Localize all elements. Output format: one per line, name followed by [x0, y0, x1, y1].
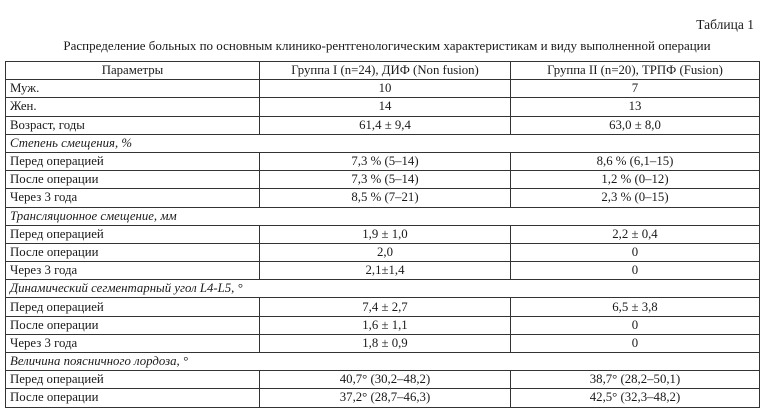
- table-caption-number: Таблица 1: [696, 17, 754, 32]
- row-parameter: Перед операцией: [6, 298, 260, 316]
- section-row: [6, 353, 760, 371]
- row-group-1-value: 61,4 ± 9,4: [260, 116, 511, 134]
- table-row: [6, 116, 760, 134]
- row-group-1-value: 37,2° (28,7–46,3): [260, 389, 511, 407]
- section-label: Степень смещения, %: [6, 134, 760, 152]
- table-row: [6, 171, 760, 189]
- row-parameter: После операции: [6, 171, 260, 189]
- table-row: [6, 80, 760, 98]
- row-group-2-value: 2,3 % (0–15): [511, 189, 760, 207]
- row-group-1-value: 1,8 ± 0,9: [260, 334, 511, 352]
- row-group-2-value: 1,2 % (0–12): [511, 171, 760, 189]
- table-row: [6, 298, 760, 316]
- table-row: [6, 189, 760, 207]
- row-parameter: После операции: [6, 243, 260, 261]
- row-group-1-value: 7,3 % (5–14): [260, 152, 511, 170]
- row-group-2-value: 0: [511, 243, 760, 261]
- row-group-2-value: 42,5° (32,3–48,2): [511, 389, 760, 407]
- row-group-2-value: 0: [511, 334, 760, 352]
- row-group-2-value: 63,0 ± 8,0: [511, 116, 760, 134]
- row-group-1-value: 1,9 ± 1,0: [260, 225, 511, 243]
- row-parameter: Через 3 года: [6, 262, 260, 280]
- row-parameter: Перед операцией: [6, 225, 260, 243]
- row-group-2-value: 0: [511, 316, 760, 334]
- row-group-1-value: 2,1±1,4: [260, 262, 511, 280]
- row-group-2-value: 2,2 ± 0,4: [511, 225, 760, 243]
- row-group-1-value: 7,4 ± 2,7: [260, 298, 511, 316]
- row-group-1-value: 2,0: [260, 243, 511, 261]
- row-group-1-value: 40,7° (30,2–48,2): [260, 371, 511, 389]
- row-parameter: Перед операцией: [6, 371, 260, 389]
- table-row: [6, 371, 760, 389]
- row-group-2-value: 8,6 % (6,1–15): [511, 152, 760, 170]
- table-caption-title: Распределение больных по основным клинико-рентгенологическим характеристикам и виду выполненной операции: [63, 38, 711, 53]
- row-group-1-value: 10: [260, 80, 511, 98]
- table-row: [6, 316, 760, 334]
- row-parameter: Возраст, годы: [6, 116, 260, 134]
- table-row: [6, 225, 760, 243]
- table-row: [6, 334, 760, 352]
- table-header-row: [6, 62, 760, 80]
- section-row: [6, 207, 760, 225]
- section-label: Динамический сегментарный угол L4-L5, °: [6, 280, 760, 298]
- section-row: [6, 280, 760, 298]
- row-parameter: После операции: [6, 316, 260, 334]
- row-parameter: Через 3 года: [6, 334, 260, 352]
- table-row: [6, 152, 760, 170]
- table-row: [6, 98, 760, 116]
- table-row: [6, 262, 760, 280]
- table-row: [6, 243, 760, 261]
- row-group-2-value: 7: [511, 80, 760, 98]
- section-label: Трансляционное смещение, мм: [6, 207, 760, 225]
- row-group-1-value: 8,5 % (7–21): [260, 189, 511, 207]
- row-parameter: После операции: [6, 389, 260, 407]
- row-group-2-value: 38,7° (28,2–50,1): [511, 371, 760, 389]
- row-group-1-value: 14: [260, 98, 511, 116]
- header-group-2: Группа II (n=20), ТРПФ (Fusion): [511, 62, 760, 80]
- table-row: [6, 389, 760, 407]
- row-parameter: Муж.: [6, 80, 260, 98]
- header-parameters: Параметры: [6, 62, 260, 80]
- header-group-1: Группа I (n=24), ДИФ (Non fusion): [260, 62, 511, 80]
- row-parameter: Жен.: [6, 98, 260, 116]
- row-group-2-value: 13: [511, 98, 760, 116]
- row-parameter: Перед операцией: [6, 152, 260, 170]
- data-table: [5, 61, 760, 408]
- row-group-1-value: 7,3 % (5–14): [260, 171, 511, 189]
- section-label: Величина поясничного лордоза, °: [6, 353, 760, 371]
- row-group-2-value: 6,5 ± 3,8: [511, 298, 760, 316]
- row-group-1-value: 1,6 ± 1,1: [260, 316, 511, 334]
- section-row: [6, 134, 760, 152]
- row-parameter: Через 3 года: [6, 189, 260, 207]
- row-group-2-value: 0: [511, 262, 760, 280]
